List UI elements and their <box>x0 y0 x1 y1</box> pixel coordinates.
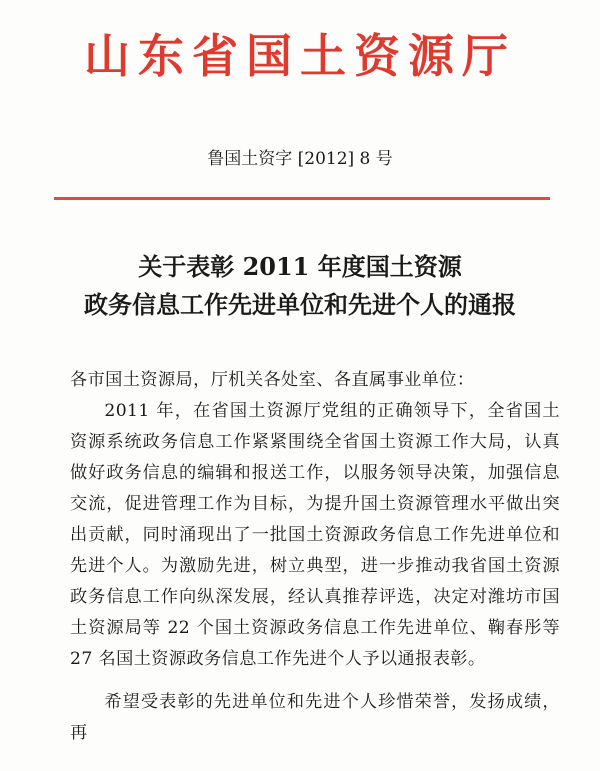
organization-header: 山东省国土资源厅 <box>84 29 516 83</box>
title-line-2: 政务信息工作先进单位和先进个人的通报 <box>84 290 516 319</box>
body-paragraph-1: 2011 年，在省国土资源厅党组的正确领导下，全省国土资源系统政务信息工作紧紧围绕全省国土资源工作大局，认真做好政务信息的编辑和报送工作，以服务领导决策，加强信息交流，促进管理工作为目标，为提升国土资源管理水平做出突出贡献，同时涌现出了一批国土资源政务信息工作先进单位和先进个人。为激励先进，树立典型，进一步推动我省国土资源政务信息工作向纵深发展，经认真推荐评选，决定对潍坊市国土资源局等 22 个国土资源政务信息工作先进单位、鞠春彤等 27 名国土资源政务信息工作先进个人予以通报表彰。 <box>70 401 560 669</box>
document-number: 鲁国土资字 [2012] 8 号 <box>207 149 393 169</box>
body-paragraph-2: 希望受表彰的先进单位和先进个人珍惜荣誉，发扬成绩，再 <box>70 692 560 743</box>
addressee-line: 各市国土资源局，厅机关各处室、各直属事业单位： <box>70 370 475 390</box>
document-body <box>70 365 560 749</box>
red-divider-line <box>54 197 550 200</box>
title-line-1: 关于表彰 2011 年度国土资源 <box>138 252 462 281</box>
document-title <box>0 248 600 324</box>
